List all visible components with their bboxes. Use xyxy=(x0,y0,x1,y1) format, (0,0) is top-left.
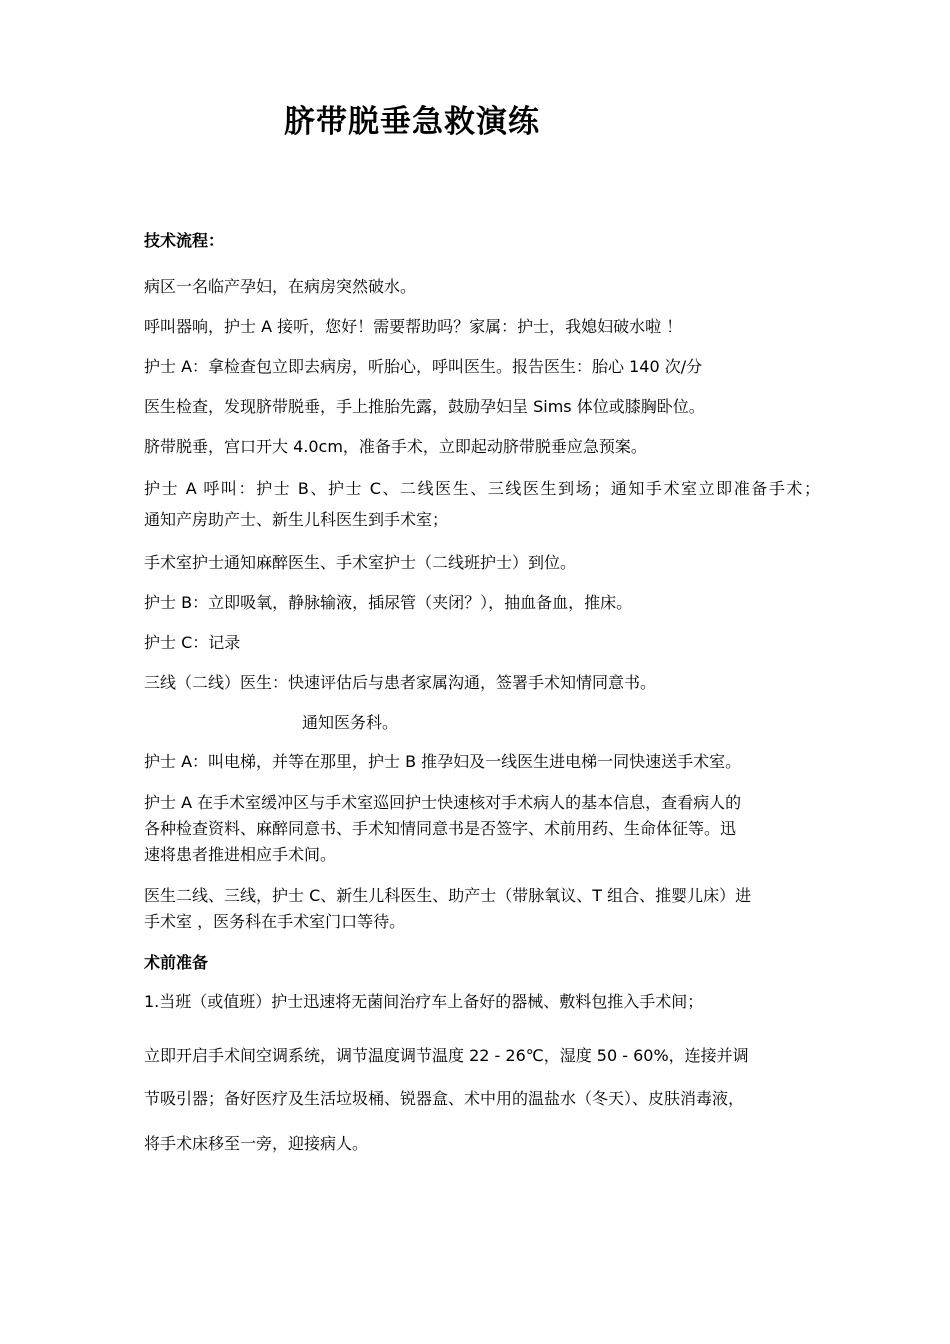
paragraph-line: 护士 C：记录 xyxy=(144,633,241,652)
paragraph-line: 通知产房助产士、新生儿科医生到手术室； xyxy=(144,510,449,529)
document-title: 脐带脱垂急救演练 xyxy=(284,104,540,140)
section-heading-preop: 术前准备 xyxy=(144,953,209,972)
paragraph-line: 节吸引器；备好医疗及生活垃圾桶、锐器盒、术中用的温盐水（冬天）、皮肤消毒液， xyxy=(144,1089,745,1108)
paragraph-line: 护士 A：拿检查包立即去病房，听胎心，呼叫医生。报告医生：胎心 140 次/分 xyxy=(144,357,703,376)
paragraph-line: 手术室 ，医务科在手术室门口等待。 xyxy=(144,912,406,931)
paragraph-line: 脐带脱垂，宫口开大 4.0cm，准备手术，立即起动脐带脱垂应急预案。 xyxy=(144,437,647,456)
paragraph-line: 立即开启手术间空调系统，调节温度调节温度 22 - 26℃，湿度 50 - 60%，连接并调 xyxy=(144,1046,749,1065)
paragraph-line: 护士 A：叫电梯，并等在那里，护士 B 推孕妇及一线医生进电梯一同快速送手术室。 xyxy=(144,752,742,771)
paragraph-line: 手术室护士通知麻醉医生、手术室护士（二线班护士）到位。 xyxy=(144,553,577,572)
paragraph-line: 护士 A 在手术室缓冲区与手术室巡回护士快速核对手术病人的基本信息，查看病人的 xyxy=(144,793,742,812)
paragraph-line: 将手术床移至一旁，迎接病人。 xyxy=(144,1134,369,1153)
paragraph-line: 三线（二线）医生：快速评估后与患者家属沟通，签署手术知情同意书。 xyxy=(144,673,657,692)
paragraph-line: 呼叫器响，护士 A 接听，您好！需要帮助吗？家属：护士，我媳妇破水啦 ！ xyxy=(144,317,683,336)
paragraph-line: 通知医务科。 xyxy=(302,713,399,732)
paragraph-line: 护士 B：立即吸氧，静脉输液，插尿管（夹闭？），抽血备血，推床。 xyxy=(144,593,633,612)
paragraph-line: 护士 A 呼叫：护士 B、护士 C、二线医生、三线医生到场；通知手术室立即准备手术； xyxy=(144,479,820,498)
paragraph-line: 医生检查，发现脐带脱垂，手上推胎先露，鼓励孕妇呈 Sims 体位或膝胸卧位。 xyxy=(144,397,705,416)
paragraph-line: 1.当班（或值班）护士迅速将无菌间治疗车上备好的器械、敷料包推入手术间； xyxy=(144,992,704,1011)
paragraph-line: 医生二线、三线，护士 C、新生儿科医生、助产士（带脉氧议、T 组合、推婴儿床）进 xyxy=(144,886,752,905)
section-heading-process: 技术流程： xyxy=(144,231,225,250)
paragraph-line: 速将患者推进相应手术间。 xyxy=(144,845,337,864)
paragraph-line: 病区一名临产孕妇，在病房突然破水。 xyxy=(144,277,417,296)
paragraph-line: 各种检查资料、麻醉同意书、手术知情同意书是否签字、术前用药、生命体征等。迅 xyxy=(144,819,737,838)
